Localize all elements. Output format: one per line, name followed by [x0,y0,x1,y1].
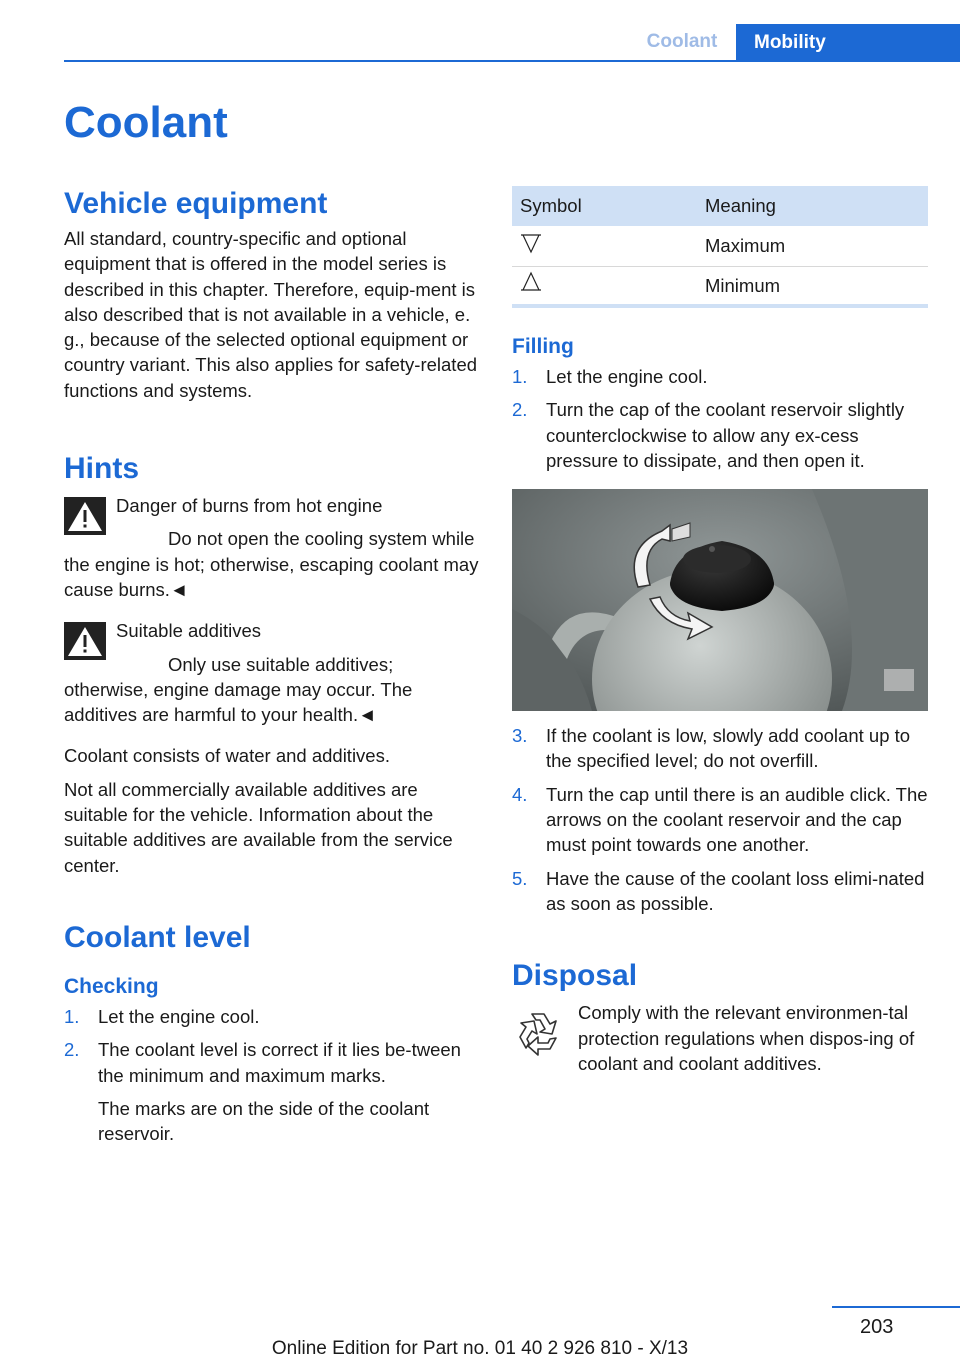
footer-edition [0,1338,960,1360]
table-cell-symbol [512,266,697,306]
vehicle-equipment-body: All standard, country-specific and optional equipment that is offered in the model series is described in this chapter. Therefore, equip-ment is also described that is not available in a vehicle, e. g., because of the selected optional equipment or country variant. This also applies for safety-related functions and systems. [64,228,478,401]
left-column [64,186,480,1146]
symbol-table [512,186,928,308]
footer-rule [832,1306,960,1308]
page-number: 203 [860,1316,894,1338]
step-text: Have the cause of the coolant loss elimi-nated as soon as possible. [546,867,925,914]
step-text: If the coolant is low, slowly add coolant up to the specified level; do not overfill. [546,725,911,772]
header-tab-mobility[interactable]: Mobility [736,24,960,62]
header-tab-coolant[interactable]: Coolant [646,31,718,52]
header-rule [64,60,960,62]
table-row [512,226,928,266]
coolant-level-heading: Coolant level [64,920,251,954]
table-header-meaning: Meaning [697,186,928,226]
warning-hot-engine [64,493,480,602]
warning-triangle-icon [64,622,106,660]
step-number: 4. [512,783,528,805]
warning-additives [64,618,480,727]
list-item [64,1037,480,1146]
step-text: The coolant level is correct if it lies be-tween the minimum and maximum marks. [98,1039,461,1086]
table-header-row [512,186,928,226]
disposal-heading: Disposal [512,959,638,993]
right-column [512,186,928,1076]
warning-hot-engine-body: Do not open the cooling system while the engine is hot; otherwise, escaping coolant may cause burns.◄ [64,528,479,600]
table-cell-symbol [512,226,697,266]
step-text: Let the engine cool. [546,366,708,387]
step-number: 2. [64,1039,80,1061]
disposal-note [512,1000,928,1076]
step-number: 5. [512,867,528,889]
vehicle-equipment-heading: Vehicle equipment [64,187,328,220]
checking-steps [64,1004,480,1146]
step-text: Turn the cap until there is an audible click. The arrows on the coolant reservoir and the cap must point towards one another. [546,783,928,856]
warning-additives-title: Suitable additives [116,620,262,642]
coolant-reservoir-photo [512,489,928,711]
step-text: Let the engine cool. [98,1005,260,1027]
filling-steps-a [512,364,928,473]
table-cell-meaning: Minimum [697,266,928,306]
table-cell-meaning: Maximum [697,226,928,266]
list-item [64,1004,480,1029]
list-item [512,397,928,473]
step-number: 1. [64,1005,80,1027]
list-item [512,782,928,858]
max-mark-icon [520,232,542,254]
warning-triangle-icon [64,497,106,535]
step-number: 2. [512,399,528,421]
list-item [512,364,928,389]
warning-additives-body: Only use suitable additives; otherwise, engine damage may occur. The additives are harmful to your health.◄ [64,653,413,726]
step-number: 1. [512,366,528,387]
filling-steps-b [512,723,928,916]
warning-hot-engine-title: Danger of burns from hot engine [116,495,383,517]
filling-heading: Filling [512,335,574,358]
recycle-icon [512,1006,564,1058]
step-number: 3. [512,725,528,747]
min-mark-icon [520,271,542,293]
hints-heading: Hints [64,452,139,486]
page-title: Coolant [64,98,228,147]
step-text: Turn the cap of the coolant reservoir slightly counterclockwise to allow any ex-cess pressure to dissipate, and then open it. [546,399,905,471]
step-extra: The marks are on the side of the coolant reservoir. [98,1097,430,1145]
checking-heading: Checking [64,974,159,998]
table-row [512,266,928,306]
footer-edition-text: Online Edition for Part no. 01 40 2 926 810 - X/13 [271,1338,689,1359]
list-item [512,723,928,774]
table-header-symbol: Symbol [512,186,697,226]
disposal-body: Comply with the relevant environmen-tal protection regulations when dispos-ing of coolant and coolant additives. [578,1002,915,1074]
coolant-info-para2: Not all commercially available additives are suitable for the vehicle. Information about the suitable additives are available from the service center. [64,778,453,876]
list-item [512,866,928,917]
coolant-info-para1: Coolant consists of water and additives. [64,745,390,767]
